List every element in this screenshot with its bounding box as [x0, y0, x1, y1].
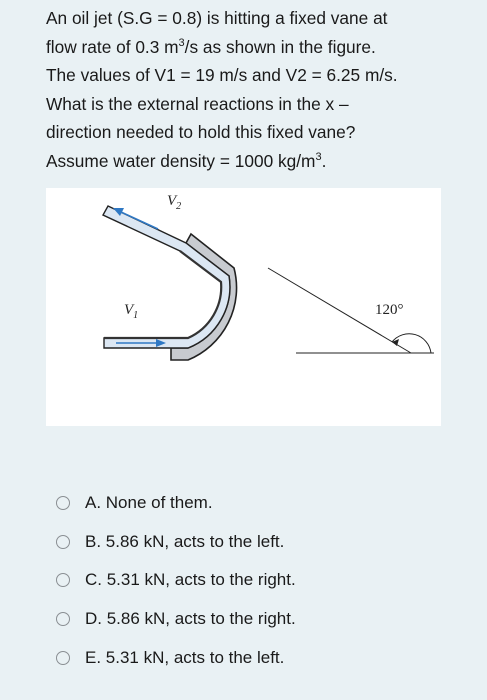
option-c-radio[interactable]: [56, 573, 70, 587]
option-b-label: B. 5.86 kN, acts to the left.: [85, 531, 285, 551]
option-b[interactable]: [56, 523, 456, 562]
jet-stream: [103, 206, 230, 348]
option-a-label: A. None of them.: [85, 493, 213, 513]
angle-label: 120°: [375, 302, 404, 318]
question-line-1: An oil jet (S.G = 0.8) is hitting a fixed vane at: [46, 8, 388, 28]
vane-figure: [46, 188, 441, 426]
question-line-3: The values of V1 = 19 m/s and V2 = 6.25 m/s.: [46, 65, 398, 86]
v2-label: $V_2$: [167, 193, 182, 212]
answer-options: [56, 484, 456, 677]
option-a-radio[interactable]: [56, 496, 70, 510]
v1-label: $V_1$: [124, 302, 139, 321]
option-d-label: D. 5.86 kN, acts to the right.: [85, 609, 296, 629]
question-line-4: What is the external reactions in the x –: [46, 93, 349, 114]
question-text: [46, 4, 466, 176]
option-a[interactable]: [56, 484, 456, 523]
question-line-6: Assume water density = 1000 $kg/m^3$.: [46, 150, 327, 171]
angle-arc: [392, 334, 431, 353]
question-line-2: flow rate of 0.3 $m^3/s$ as shown in the figure.: [46, 36, 376, 57]
option-d-radio[interactable]: [56, 612, 70, 626]
option-b-radio[interactable]: [56, 535, 70, 549]
option-c[interactable]: [56, 561, 456, 600]
option-e[interactable]: [56, 638, 456, 677]
option-c-label: C. 5.31 kN, acts to the right.: [85, 570, 296, 590]
option-d[interactable]: [56, 600, 456, 639]
option-e-label: E. 5.31 kN, acts to the left.: [85, 647, 285, 667]
option-e-radio[interactable]: [56, 651, 70, 665]
question-line-5: direction needed to hold this fixed vane?: [46, 122, 356, 143]
vane-diagram: [46, 188, 441, 426]
